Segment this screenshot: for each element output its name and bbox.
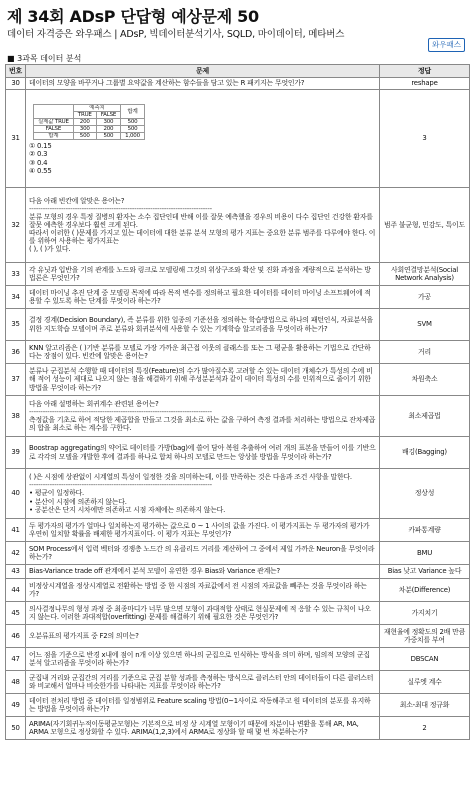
answer-cell: 가공 (380, 286, 470, 309)
page-title: 제 34회 ADsP 단답형 예상문제 50 (7, 7, 259, 26)
mini-empty (34, 105, 74, 119)
question-line: 다음 아래 빈칸에 알맞은 용어는? (29, 196, 125, 205)
option-item: ② 0.3 (29, 150, 48, 159)
question-line: -------------------------------------------------------------------------------- (29, 204, 212, 213)
table-row (6, 469, 470, 519)
mini-cell: 500 (96, 133, 120, 140)
question-text: 데이터의 모양을 바꾸거나 그룹별 요약값을 계산하는 함수들을 담고 있는 R 패키지는 무엇인가? (26, 78, 380, 90)
question-table (5, 64, 470, 740)
answer-cell: 배깅(Bagging) (380, 437, 470, 469)
brand-logo: 와우패스 (428, 38, 465, 52)
question-number: 44 (6, 579, 26, 602)
table-body (6, 78, 470, 740)
table-row (6, 78, 470, 90)
question-line: 다음 아래 설명하는 회귀계수 관련된 용어는? (29, 399, 159, 408)
table-row (6, 542, 470, 565)
section-label: ■ 3과목 데이터 분석 (7, 54, 82, 63)
answer-cell: Bias 낮고 Variance 높다 (380, 565, 470, 579)
confusion-matrix (33, 104, 145, 140)
mini-row-name: FALSE (45, 126, 62, 133)
question-number: 48 (6, 671, 26, 694)
question-number: 50 (6, 717, 26, 740)
mini-row-name: 합계 (48, 133, 59, 140)
table-row (6, 437, 470, 469)
question-text: 오분류표의 평가지표 중 F2의 의미는? (26, 625, 380, 648)
question-line: • 분산이 시점에 의존하지 않는다. (29, 497, 127, 506)
header-answer: 정답 (380, 65, 470, 78)
answer-cell: 정상성 (380, 469, 470, 519)
options-list (29, 142, 376, 174)
answer-cell: 차원축소 (380, 364, 470, 396)
question-line: 측정값을 기초로 하여 적당한 제곱합을 만들고 그것을 최소로 하는 값을 구하여 측정 결과를 처리하는 방법으로 잔차제곱의 합을 최소로 하는 계수를 구한다. (29, 416, 376, 433)
question-text: 군집내 거리와 군집간의 거리를 기준으로 군집 분할 성과를 측정하는 방식으로 클러스터 안의 데이터들이 다른 클러스터와 비교해서 얼마나 비슷한가를 나타내는 지표를 무엇이라 하는가? (26, 671, 380, 694)
question-line: -------------------------------------------------------------------------------- (29, 481, 212, 490)
question-number: 42 (6, 542, 26, 565)
table-row (6, 188, 470, 263)
question-line: 따라서 이러한 ( )문제를 가지고 있는 데이터에 대한 분류 분석 모형의 평가 지표는 중요한 분류 범주를 다루에야 한다. 이를 위하여 사용하는 평가지표는 (29, 229, 376, 246)
answer-cell: BMU (380, 542, 470, 565)
question-number: 35 (6, 309, 26, 341)
question-text: 두 평가자의 평가가 얼마나 일치하는지 평가하는 값으로 0 ~ 1 사이의 값을 가진다. 이 평가지표는 두 평가자의 평가가 우연히 일치할 확률을 배제한 평가지표이다. 이 평가 지표는 무엇인가? (26, 519, 380, 542)
question-text: KNN 알고리즘은 ( )기반 분류를 모델로 가장 가까운 최근접 이웃의 클래스를 또는 그 평균을 활용하는 기법으로 간단하다는 장점이 있다. 빈칸에 알맞은 용어는? (26, 341, 380, 364)
answer-cell: 사회연결망분석(Social Network Analysis) (380, 263, 470, 286)
question-text: 각 유닛과 입반을 기의 관계를 노드와 링크로 모델링해 그것의 위상구조와 확산 및 진화 과정을 계량적으로 분석하는 방법론은 무엇인가? (26, 263, 380, 286)
question-line: -------------------------------------------------------------------------------- (29, 407, 212, 416)
table-row (6, 396, 470, 437)
option-item: ① 0.15 (29, 142, 52, 151)
table-row (6, 341, 470, 364)
question-number: 37 (6, 364, 26, 396)
question-line: 분류 모형의 경우 특정 질병의 환자는 소수 집단인데 반해 이를 잘못 예측했을 경우의 비용이 다수 집단인 건강한 환자를 잘못 예측한 경우보다 훨씬 크게 된다. (29, 212, 373, 229)
question-number: 38 (6, 396, 26, 437)
question-number: 31 (6, 90, 26, 188)
table-row (6, 364, 470, 396)
mini-row-label (34, 126, 74, 133)
question-number: 32 (6, 188, 26, 263)
question-text (26, 396, 380, 437)
table-row (6, 519, 470, 542)
question-number: 49 (6, 694, 26, 717)
question-number: 47 (6, 648, 26, 671)
question-number: 39 (6, 437, 26, 469)
mini-cell: 200 (96, 126, 120, 133)
answer-cell: 범주 불균형, 민감도, 특이도 (380, 188, 470, 263)
page-subtitle: 데이터 자격증은 와우패스 | ADsP, 빅데이터분석기사, SQLD, 마이데이터, 메타버스 (7, 29, 345, 40)
mini-total-header: 합계 (121, 105, 145, 119)
mini-cell: 200 (73, 119, 96, 126)
question-text: 어느 점을 기준으로 반경 x내에 점이 n개 이상 있으면 하나의 군집으로 인식하는 방식을 의미 하며, 임의적 모양의 군집분석 알고리즘을 무엇이라 하는가? (26, 648, 380, 671)
answer-cell: 3 (380, 90, 470, 188)
answer-cell: 가지치기 (380, 602, 470, 625)
answer-cell: 최소-최대 정규화 (380, 694, 470, 717)
option-item: ③ 0.4 (29, 158, 48, 167)
question-text: 데이터 전처리 방법 중 데이터를 일정범위로 Feature scaling 방법(0~1사이로 작동해주고 원 데이터의 분포를 유지하는 방법을 무엇이라 하는가? (26, 694, 380, 717)
question-text (26, 188, 380, 263)
table-row (6, 625, 470, 648)
question-text (26, 469, 380, 519)
mini-cell: 500 (121, 126, 145, 133)
table-row (6, 671, 470, 694)
question-text: 데이터 마이닝 추진 단계 중 모델링 목적에 따라 목적 변수를 정의하고 필요한 데이터를 데이터 마이닝 소프트웨어에 적용할 수 있도록 하는 단계를 무엇이라 하는가? (26, 286, 380, 309)
answer-cell: 2 (380, 717, 470, 740)
question-line: • 공분산은 단지 시차에만 의존하고 시점 자체에는 의존하지 않는다. (29, 505, 226, 514)
question-text: SOM Process에서 입력 벡터와 경쟁층 노드간 의 유클리드 거리를 계산하여 그 중에서 제일 가까운 Neuron을 무엇이라 하는가? (26, 542, 380, 565)
mini-cell: 500 (121, 119, 145, 126)
answer-cell: 카파통계량 (380, 519, 470, 542)
question-number: 36 (6, 341, 26, 364)
mini-row-label (34, 133, 74, 140)
question-text: Bias-Variance trade off 관계에서 분석 모델이 유연한 경우 Bias와 Variance 관계는? (26, 565, 380, 579)
question-number: 46 (6, 625, 26, 648)
table-row (6, 286, 470, 309)
question-text: ARIMA(자기회귀누적이동평균모형)는 기본적으로 비정 상 시계열 모형이기 때문에 차분이나 변환을 통해 AR, MA, ARMA 모형으로 정상화할 수 있다. ARIMA(1,2,3)에서 ARMA로 정상화 할 때 몇 번 차분하는가? (26, 717, 380, 740)
mini-row-name: TRUE (54, 119, 69, 126)
answer-cell: 실루엣 계수 (380, 671, 470, 694)
mini-cell: 300 (73, 126, 96, 133)
header-number: 번호 (6, 65, 26, 78)
question-number: 34 (6, 286, 26, 309)
table-row (6, 648, 470, 671)
answer-cell: SVM (380, 309, 470, 341)
table-row (6, 579, 470, 602)
question-text: 비정상시계열을 정상시계열로 전환하는 방법 중 한 시점의 자료값에서 전 시점의 자료값을 빼주는 것을 무엇이라 하는가? (26, 579, 380, 602)
answer-cell: DBSCAN (380, 648, 470, 671)
table-row (6, 565, 470, 579)
question-number: 33 (6, 263, 26, 286)
question-text: 분류나 군집분석 수행할 때 데이터의 특징(Feature)의 수가 많아질수록 고려할 수 있는 데이터 개체수가 특성의 수에 비해 적어 성능이 제대로 나오지 않는 점을 해결하기 위해 주성분분석과 같이 데이터 특성의 수를 인위적으로 줄이기 위한 방법을 무엇이라 하는가? (26, 364, 380, 396)
question-number: 41 (6, 519, 26, 542)
table-row (6, 263, 470, 286)
question-line: ( )은 시점에 상관없이 시계열의 특성이 일정한 것을 의미하는데, 이를 만족하는 것은 다음과 조건 사항을 말한다. (29, 473, 352, 482)
table-row (6, 717, 470, 740)
table-row (6, 694, 470, 717)
question-text (26, 90, 380, 188)
question-number: 45 (6, 602, 26, 625)
table-row (6, 90, 470, 188)
question-line: • 평균이 일정하다. (29, 489, 85, 498)
header-question: 문제 (26, 65, 380, 78)
mini-col: FALSE (96, 112, 120, 119)
mini-col: TRUE (73, 112, 96, 119)
answer-cell: reshape (380, 78, 470, 90)
answer-cell: 거리 (380, 341, 470, 364)
question-number: 30 (6, 78, 26, 90)
mini-row-header: 실제값 (38, 119, 54, 126)
question-text: 결정 경계(Decision Boundary), 즉 분류를 위한 일종의 기준선을 정의하는 학습방법으로 하나의 패턴인식, 자료분석을 위한 지도학습 모델이며 주로 분류와 회귀분석에 사용할 수 있는 기계학습 알고리즘을 무엇이라 하는가? (26, 309, 380, 341)
answer-cell: 최소제곱법 (380, 396, 470, 437)
question-number: 40 (6, 469, 26, 519)
table-row (6, 602, 470, 625)
question-number: 43 (6, 565, 26, 579)
mini-cell: 1,000 (121, 133, 145, 140)
question-text: Boostrap aggregating의 약어로 데이터를 가방(bag)에 쓸어 담아 복원 추출하여 여러 개의 표본을 만들어 이를 기반으로 각각의 모델을 개발한 후에 결과를 하나로 합쳐 하나의 모델로 만드는 앙상블 방법을 무엇이라 하는가? (26, 437, 380, 469)
mini-cell: 500 (73, 133, 96, 140)
mini-col-header: 예측치 (73, 105, 120, 112)
table-row (6, 309, 470, 341)
mini-row-label (34, 119, 74, 126)
option-item: ④ 0.55 (29, 166, 52, 175)
answer-cell: 차분(Difference) (380, 579, 470, 602)
question-text: 의사결정나무의 형성 과정 중 최종마디가 너무 많으면 모형이 과대적합 상태로 현실문제에 적 응할 수 있는 규칙이 나오지 않는다. 이러한 과대적합(overfitting) 문제를 해결하기 위해 필요한 것은 무엇인가? (26, 602, 380, 625)
answer-cell: 재현율에 정확도의 2배 만큼 가중치를 부여 (380, 625, 470, 648)
mini-cell: 300 (96, 119, 120, 126)
question-line: ( ), ( )가 있다. (29, 245, 71, 254)
